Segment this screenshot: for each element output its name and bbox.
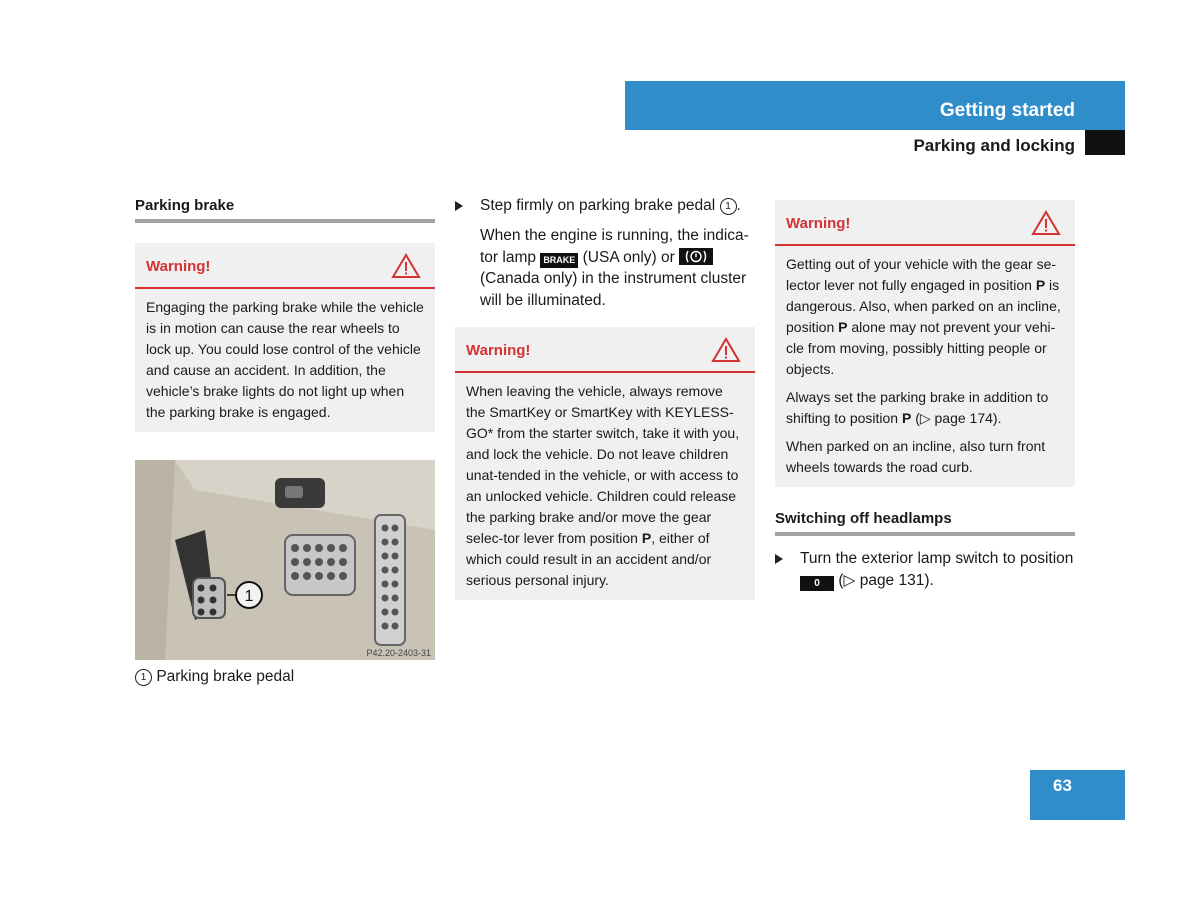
chapter-title: Getting started — [939, 100, 1075, 121]
parking-brake-pedal-photo — [135, 460, 435, 660]
caption-number: 1 — [135, 669, 152, 686]
bullet-triangle-icon — [775, 554, 783, 564]
warning-text: Getting out of your vehicle with the gear se-lector lever not fully engaged in position P is dangerous. Also, when parked on an incline, position P alone may not prevent your vehi-cle from moving, possibly hitting people or objects. Always set the parking brake in addition to shifting to position P (▷ page 174). When parked on an incline, also turn front wheels towards the road curb. — [786, 256, 1061, 475]
brake-lamp-icon: BRAKE — [540, 253, 578, 268]
step-parking-brake: Step firmly on parking brake pedal 1 . — [455, 195, 755, 217]
warning-header — [455, 327, 755, 373]
pedal-illustration — [135, 460, 435, 660]
parking-brake-heading: Parking brake — [135, 197, 435, 223]
warning-triangle-icon — [711, 337, 741, 363]
section-title: Parking and locking — [913, 136, 1075, 155]
headlamps-heading: Switching off headlamps — [775, 510, 1075, 536]
indicator-lamp-text: When the engine is running, the indica-tor lamp BRAKE (USA only) or (Canada only) in the instrument cluster will be illuminated. — [480, 227, 749, 309]
photo-code: P42.20-2403-31 — [366, 648, 431, 658]
warning-text: When leaving the vehicle, always remove the SmartKey or SmartKey with KEYLESS-GO* from the starter switch, take it with you, and lock the vehicle. Do not leave children unat-tended in the vehicle, or with access to an unlocked vehicle. Children could release the parking brake and/or move the gear selec-tor lever from position P, either of which could result in an accident and/or serious personal injury. — [466, 383, 740, 588]
warning-title: Warning! — [466, 342, 531, 359]
warning-box-parking-brake — [135, 243, 435, 432]
warning-triangle-icon — [391, 253, 421, 279]
warning-text: Engaging the parking brake while the vehicle is in motion can cause the rear wheels to lock up. You could lose control of the vehicle and cause an accident. In addition, the vehicle’s brake lights do not light up when the parking brake is engaged. — [146, 299, 424, 420]
warning-header — [775, 200, 1075, 246]
warning-title: Warning! — [786, 215, 851, 232]
parking-brake-symbol-icon — [679, 248, 713, 265]
section-marker — [1085, 130, 1125, 155]
lamp-switch-position-icon: 0 — [800, 576, 834, 591]
warning-header — [135, 243, 435, 289]
callout-number: 1 — [720, 198, 737, 215]
position-p: P — [641, 530, 652, 546]
warning-box-leaving-vehicle — [455, 327, 755, 600]
caption-label: Parking brake pedal — [156, 668, 295, 685]
warning-title: Warning! — [146, 258, 211, 275]
parking-brake-lamp-icon — [679, 248, 713, 265]
warning-box-gear-selector — [775, 200, 1075, 487]
bullet-triangle-icon — [455, 201, 463, 211]
photo-callout-number: 1 — [244, 588, 254, 605]
warning-triangle-icon — [1031, 210, 1061, 236]
photo-caption — [135, 668, 294, 686]
page-number: 63 — [1053, 776, 1072, 795]
step-headlamps: Turn the exterior lamp switch to position 0 (▷ page 131). — [775, 548, 1075, 591]
